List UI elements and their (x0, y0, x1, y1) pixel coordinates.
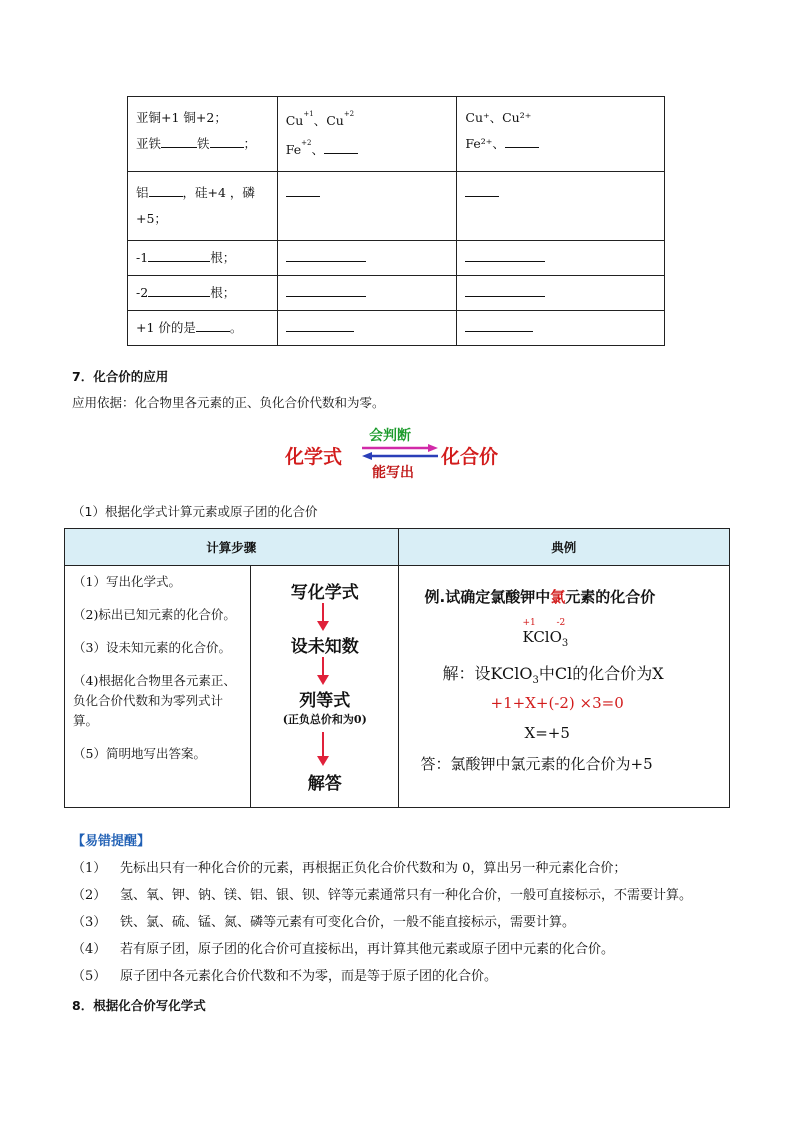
tips-title: 【易错提醒】 (72, 834, 151, 849)
cell-text: 。 (229, 320, 243, 336)
cell-text: 根； (210, 285, 236, 301)
cell-text: 亚铁 (136, 136, 162, 151)
cell-text: +1 价的是 (136, 320, 196, 336)
step-item: （2)标出已知元素的化合价。 (73, 607, 236, 622)
cell-text: 亚铜+1 铜+2； (136, 110, 227, 125)
flow-step: 列等式 (299, 691, 351, 711)
blank[interactable] (161, 133, 197, 148)
equation-line: +1+X+(-2) ×3=0 (490, 694, 624, 712)
oxidation-mark-k: +1 (522, 618, 536, 628)
result-line: X=+5 (524, 724, 570, 742)
flow-step: 设未知数 (290, 637, 359, 657)
table-row (65, 566, 730, 808)
blank[interactable] (465, 247, 545, 262)
calc-table (64, 528, 730, 808)
step-item: （1）写出化学式。 (73, 574, 181, 589)
solve-line: 解：设KClO$_3$中Cl的化合价为X (442, 664, 664, 687)
section-7-basis: 应用依据：化合物里各元素的正、负化合价代数和为零。 (72, 395, 385, 410)
step-item: （3）设未知元素的化合价。 (73, 640, 231, 655)
cell-text: -1 (136, 250, 149, 266)
cell-text: Fe²⁺、 (465, 136, 505, 151)
section-8-title: 8．根据化合价写化学式 (72, 998, 206, 1013)
flow-note: (正负总价和为0) (282, 713, 367, 726)
cell-text: -2 (136, 285, 149, 301)
blank[interactable] (465, 282, 545, 297)
table-row (128, 97, 665, 172)
table-header-row (65, 529, 730, 566)
down-arrow-icon (317, 657, 329, 685)
col-header-example: 典例 (398, 529, 729, 566)
flow-step: 解答 (307, 774, 342, 794)
blank[interactable] (286, 182, 320, 197)
example-title: 例.试确定氯酸钾中氯元素的化合价 (424, 588, 656, 606)
example-cell (398, 566, 729, 808)
blank[interactable] (465, 317, 533, 332)
oxidation-mark: +2 (343, 110, 355, 118)
step-item: （5）简明地写出答案。 (73, 746, 206, 761)
oxidation-mark: +1 (303, 110, 314, 118)
table-row (128, 276, 665, 311)
element-fe: Fe (285, 142, 302, 158)
section-7-title: 7．化合价的应用 (72, 369, 169, 384)
element-cu: Cu (326, 113, 344, 129)
blank[interactable] (324, 139, 358, 154)
cell-text: 、 (311, 142, 324, 158)
cell-text: 、 (313, 113, 327, 129)
blank[interactable] (148, 247, 210, 262)
valence-table (127, 96, 665, 346)
tip-item: （5） 原子团中各元素化合价代数和不为零，而是等于原子团的化合价。 (72, 969, 498, 984)
diagram-write-label: 能写出 (372, 465, 414, 481)
oxidation-mark: +2 (301, 139, 312, 148)
tip-item: （1） 先标出只有一种化合价的元素，再根据正负化合价代数和为 0，算出另一种元素化合价； (72, 861, 627, 876)
cell-text: 铝 (136, 185, 149, 201)
oxidation-mark-o: -2 (556, 618, 566, 628)
cell-text: ； (243, 136, 257, 151)
table-row (128, 172, 665, 241)
diagram-formula-label: 化学式 (285, 446, 343, 468)
blank[interactable] (465, 182, 499, 197)
blank[interactable] (286, 317, 354, 332)
blank[interactable] (148, 282, 210, 297)
formula-kclo3: KClO$_3$ (522, 628, 569, 649)
down-arrow-icon (317, 732, 329, 766)
double-arrow-icon (360, 444, 440, 460)
blank[interactable] (286, 247, 366, 262)
tip-item: （4） 若有原子团，原子团的化合价可直接标出，再计算其他元素或原子团中元素的化合价。 (72, 942, 615, 957)
col-header-steps: 计算步骤 (65, 529, 399, 566)
tip-item: （3） 铁、氯、硫、锰、氮、磷等元素有可变化合价，一般不能直接标示，需要计算。 (72, 915, 576, 930)
blank[interactable] (210, 133, 244, 148)
diagram-judge-label: 会判断 (369, 428, 411, 444)
cell-text: Cu⁺、Cu²⁺ (465, 110, 532, 125)
table-row (128, 241, 665, 276)
diagram-valence-label: 化合价 (441, 446, 499, 468)
cell-text: 铁 (197, 136, 210, 151)
table-row (128, 311, 665, 346)
cell-text: +5； (136, 211, 167, 227)
blank[interactable] (286, 282, 366, 297)
flow-cell (250, 566, 398, 808)
valence-diagram (285, 422, 515, 482)
answer-line: 答：氯酸钾中氯元素的化合价为+5 (420, 755, 653, 773)
tip-item: （2） 氢、氧、钾、钠、镁、铝、银、钡、锌等元素通常只有一种化合价，一般可直接标示，不需要计算。 (72, 888, 693, 903)
blank[interactable] (196, 317, 230, 332)
cell-text: 根； (210, 250, 236, 266)
cell-text: ，硅+4 ，磷 (182, 185, 255, 201)
step-item: （4)根据化合物里各元素正、负化合价代数和为零列式计算。 (73, 673, 236, 728)
element-cu: Cu (285, 113, 304, 129)
blank[interactable] (505, 133, 539, 148)
down-arrow-icon (317, 603, 329, 631)
flow-step: 写化学式 (290, 583, 359, 603)
blank[interactable] (149, 182, 183, 197)
subsection-title: （1）根据化学式计算元素或原子团的化合价 (72, 504, 318, 519)
